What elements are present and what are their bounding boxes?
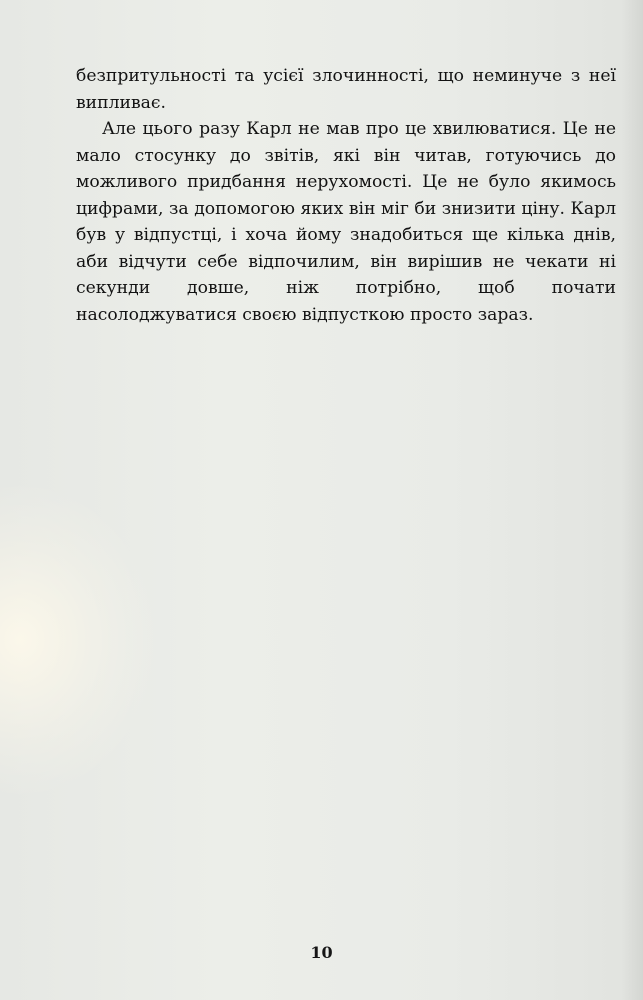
page-number: 10 [310, 943, 333, 962]
paragraph-2: Але цього разу Карл не мав про це хвилюватися. Це не мало стосунку до звітів, які він читав, готуючись до можливого придбання нерухомості. Це не було якимось цифрами, за допомогою яких він міг би знизити ціну. Карл був у відпустці, і хоча йому знадобиться ще кілька днів, аби відчути себе відпочилим, він вирішив не чекати ні секунди довше, ніж потрібно, щоб почати насолоджуватися своєю відпусткою просто зараз. [76, 119, 616, 325]
body-text [76, 63, 616, 328]
paragraph-1: безпритульності та усієї злочинності, що неминуче з неї випливає. [76, 66, 616, 113]
